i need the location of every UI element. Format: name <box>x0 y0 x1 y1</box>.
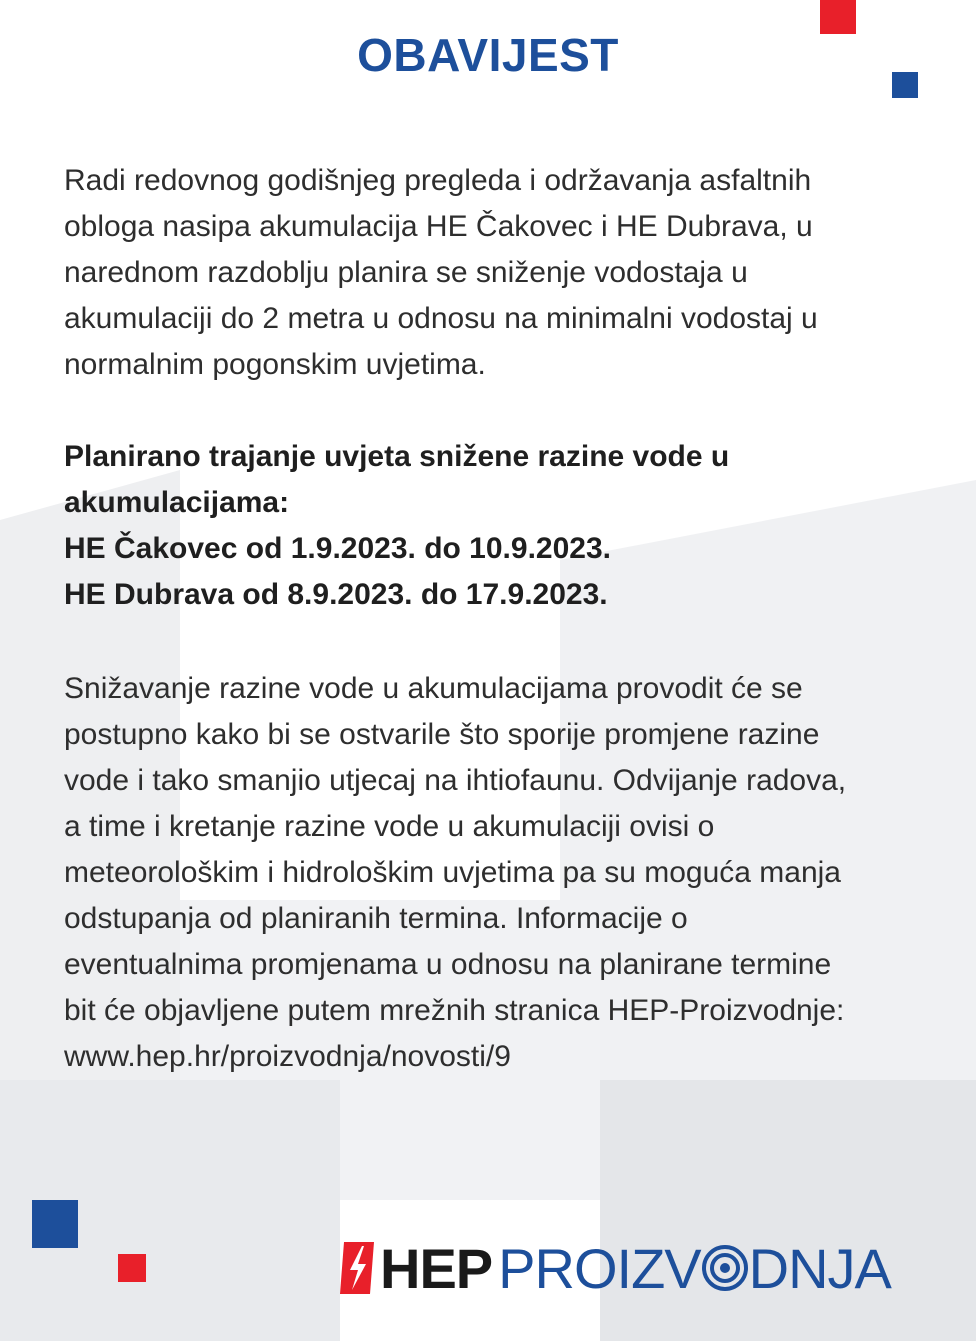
blue-square-bottom <box>32 1200 78 1248</box>
red-square-bottom <box>118 1254 146 1282</box>
hep-proizvodnja-logo <box>340 1236 891 1300</box>
schedule-dubrava: HE Dubrava od 8.9.2023. do 17.9.2023. <box>64 578 608 611</box>
logo-proizvodnja-text: PROIZV <box>498 1236 701 1300</box>
intro-paragraph <box>64 158 924 388</box>
details-paragraph <box>64 666 924 1080</box>
details-line: vode i tako smanjio utjecaj na ihtiofaunu. Odvijanje radova, <box>64 764 847 797</box>
details-line: a time i kretanje razine vode u akumulaciji ovisi o <box>64 810 715 843</box>
schedule-cakovec: HE Čakovec od 1.9.2023. do 10.9.2023. <box>64 532 611 565</box>
schedule-heading: Planirano trajanje uvjeta snižene razine vode u <box>64 440 730 473</box>
intro-line: akumulaciji do 2 metra u odnosu na minimalni vodostaj u <box>64 302 818 335</box>
schedule-block <box>64 434 924 618</box>
schedule-heading: akumulacijama: <box>64 486 290 519</box>
details-line: odstupanja od planiranih termina. Informacije o <box>64 902 688 935</box>
website-link[interactable]: www.hep.hr/proizvodnja/novosti/9 <box>64 1040 511 1073</box>
notice-title: OBAVIJEST <box>357 29 619 81</box>
details-line: meteorološkim i hidrološkim uvjetima pa su moguća manja <box>64 856 841 889</box>
details-line: eventualnima promjenama u odnosu na planirane termine <box>64 948 832 981</box>
logo-hep-text: HEP <box>380 1236 493 1300</box>
logo-dnja-text: DNJA <box>748 1236 891 1300</box>
intro-line: narednom razdoblju planira se sniženje vodostaja u <box>64 256 748 289</box>
lightning-bolt-icon <box>340 1242 374 1294</box>
intro-line: Radi redovnog godišnjeg pregleda i održavanja asfaltnih <box>64 164 812 197</box>
intro-line: normalnim pogonskim uvjetima. <box>64 348 486 381</box>
intro-line: obloga nasipa akumulacija HE Čakovec i HE Dubrava, u <box>64 210 813 243</box>
details-line: Snižavanje razine vode u akumulacijama provodit će se <box>64 672 803 705</box>
details-line: bit će objavljene putem mrežnih stranica HEP-Proizvodnje: <box>64 994 845 1027</box>
water-ripple-icon <box>701 1244 749 1292</box>
details-line: postupno kako bi se ostvarile što sporije promjene razine <box>64 718 820 751</box>
